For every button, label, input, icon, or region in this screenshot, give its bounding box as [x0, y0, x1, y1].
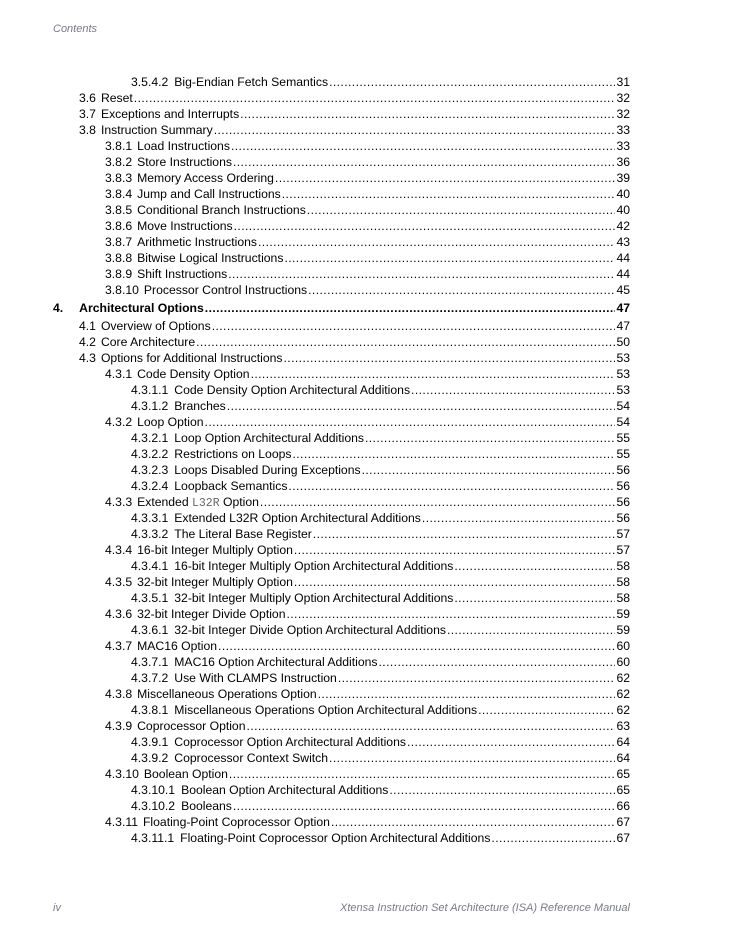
toc-entry-title-text: Jump and Call Instructions — [137, 187, 281, 201]
toc-entry-page: 32 — [616, 107, 630, 121]
toc-entry-title — [174, 526, 312, 542]
page-number: iv — [53, 902, 61, 914]
toc-entry[interactable] — [79, 90, 630, 106]
toc-entry[interactable] — [131, 590, 630, 606]
toc-entry-title — [101, 350, 283, 366]
toc-entry-page: 45 — [616, 283, 630, 297]
toc-entry-title-text: Store Instructions — [137, 155, 232, 169]
toc-entry-title — [137, 250, 283, 266]
toc-dot-leader — [454, 558, 615, 574]
toc-entry-title — [174, 446, 291, 462]
toc-entry-number: 4.3.3 — [105, 495, 133, 509]
toc-dot-leader — [294, 542, 615, 558]
toc-dot-leader — [240, 106, 615, 122]
toc-entry-number: 3.8.3 — [105, 171, 133, 185]
toc-entry-number: 4.3.10.2 — [131, 799, 176, 813]
toc-entry-number: 3.8.8 — [105, 251, 133, 265]
toc-entry[interactable] — [105, 250, 630, 266]
toc-entry-page: 59 — [616, 607, 630, 621]
toc-entry-title — [137, 138, 230, 154]
toc-entry[interactable] — [79, 106, 630, 122]
toc-entry[interactable] — [105, 686, 630, 702]
toc-entry-title-text: Memory Access Ordering — [137, 171, 274, 185]
toc-dot-leader — [233, 154, 615, 170]
toc-entry-title — [174, 510, 421, 526]
toc-entry[interactable] — [131, 398, 630, 414]
toc-entry-title-text: Exceptions and Interrupts — [100, 107, 240, 121]
toc-entry-title-text: MAC16 Option — [137, 639, 218, 653]
toc-entry-title-text: Loop Option Architectural Additions — [174, 431, 364, 445]
toc-entry-number: 4.3.2.2 — [131, 447, 169, 461]
toc-entry-page: 60 — [616, 639, 630, 653]
toc-dot-leader — [338, 670, 615, 686]
toc-entry-title-text: Extended L32R Option Architectural Additions — [174, 511, 421, 525]
toc-entry-page: 59 — [616, 623, 630, 637]
toc-entry-number: 4.3.5.1 — [131, 591, 169, 605]
toc-dot-leader — [228, 266, 615, 282]
toc-entry[interactable] — [105, 414, 630, 430]
toc-entry-number: 3.7 — [79, 107, 96, 121]
toc-dot-leader — [284, 250, 615, 266]
toc-entry-page: 36 — [616, 155, 630, 169]
toc-entry-title-text: 32-bit Integer Multiply Option — [137, 575, 293, 589]
toc-dot-leader — [231, 138, 615, 154]
toc-entry-title-text: Loops Disabled During Exceptions — [174, 463, 361, 477]
toc-entry-page: 40 — [616, 203, 630, 217]
toc-entry-title — [137, 606, 285, 622]
toc-entry-page: 57 — [616, 527, 630, 541]
toc-dot-leader — [329, 750, 615, 766]
toc-entry[interactable] — [105, 218, 630, 234]
toc-entry-page: 43 — [616, 235, 630, 249]
toc-entry-title — [137, 686, 317, 702]
toc-entry-number: 4.3.10.1 — [131, 783, 176, 797]
toc-entry-title — [144, 282, 307, 298]
toc-entry-number: 4.3.1.2 — [131, 399, 169, 413]
toc-entry-title-text: Reset — [100, 91, 133, 105]
toc-entry-code: L32R — [192, 497, 220, 510]
toc-entry[interactable] — [105, 814, 630, 830]
toc-entry-title-text: 32-bit Integer Divide Option Architectural Additions — [174, 623, 446, 637]
toc-entry-title — [174, 734, 406, 750]
toc-entry[interactable] — [105, 234, 630, 250]
toc-entry-title — [137, 542, 293, 558]
toc-entry-number: 4.3.10 — [105, 767, 139, 781]
toc-entry-page: 67 — [616, 815, 630, 829]
toc-entry[interactable] — [131, 734, 630, 750]
toc-entry-page: 32 — [616, 91, 630, 105]
toc-entry-title — [137, 186, 281, 202]
toc-chapter-entry[interactable] — [53, 300, 630, 316]
toc-entry[interactable] — [131, 782, 630, 798]
toc-entry-page: 44 — [616, 251, 630, 265]
toc-entry-title-text: Use With CLAMPS Instruction — [174, 671, 337, 685]
toc-entry-page: 60 — [616, 655, 630, 669]
toc-entry[interactable] — [105, 266, 630, 282]
toc-entry-title-text: Coprocessor Option — [137, 719, 246, 733]
toc-entry-number: 4.3.6.1 — [131, 623, 169, 637]
toc-entry-title — [143, 814, 330, 830]
toc-dot-leader — [233, 798, 615, 814]
toc-entry-title — [174, 654, 377, 670]
toc-dot-leader — [258, 234, 615, 250]
toc-entry[interactable] — [105, 494, 630, 510]
toc-dot-leader — [229, 766, 615, 782]
toc-entry-title — [137, 366, 249, 382]
toc-entry-title-text: Miscellaneous Operations Option Architectural Additions — [174, 703, 478, 717]
toc-entry-title — [137, 574, 293, 590]
toc-entry-title-text: 16-bit Integer Multiply Option — [137, 543, 293, 557]
toc-entry-title-text: Processor Control Instructions — [143, 283, 308, 297]
toc-entry-number: 3.8.9 — [105, 267, 133, 281]
toc-entry-page: 64 — [616, 751, 630, 765]
toc-entry-number: 4.3.2 — [105, 415, 133, 429]
toc-dot-leader — [260, 494, 615, 510]
toc-dot-leader — [212, 318, 615, 334]
toc-entry-title-text: Floating-Point Coprocessor Option Architectural Additions — [180, 831, 491, 845]
toc-entry-number: 4.3.2.3 — [131, 463, 169, 477]
toc-dot-leader — [218, 638, 615, 654]
toc-dot-leader — [329, 74, 615, 90]
toc-entry-title — [137, 170, 274, 186]
toc-entry-page: 42 — [616, 219, 630, 233]
toc-entry[interactable] — [105, 186, 630, 202]
toc-entry[interactable] — [105, 202, 630, 218]
toc-entry-title — [137, 638, 217, 654]
toc-entry[interactable] — [105, 606, 630, 622]
toc-entry-page: 67 — [616, 831, 630, 845]
toc-entry-page: 55 — [616, 431, 630, 445]
toc-entry-number: 3.8.6 — [105, 219, 133, 233]
toc-entry-title — [174, 74, 328, 90]
toc-entry-title — [101, 106, 239, 122]
toc-entry-title-text: MAC16 Option Architectural Additions — [174, 655, 378, 669]
toc-entry-title — [174, 462, 360, 478]
toc-entry[interactable] — [105, 282, 630, 298]
toc-entry-number: 3.8.4 — [105, 187, 133, 201]
toc-entry-page: 31 — [616, 75, 630, 89]
toc-entry-title — [137, 202, 306, 218]
toc-entry-number: 4.3.11 — [105, 815, 138, 829]
toc-entry-number: 3.8.7 — [105, 235, 133, 249]
toc-entry-number: 4.3.5 — [105, 575, 133, 589]
toc-entry[interactable] — [79, 334, 630, 350]
toc-entry[interactable] — [105, 574, 630, 590]
toc-entry-title-text: Instruction Summary — [100, 123, 213, 137]
toc-dot-leader — [307, 202, 615, 218]
toc-entry-page: 56 — [616, 463, 630, 477]
toc-entry-page: 39 — [616, 171, 630, 185]
toc-entry[interactable] — [131, 462, 630, 478]
toc-entry-title — [101, 318, 211, 334]
toc-entry-title — [174, 430, 364, 446]
toc-entry[interactable] — [131, 798, 630, 814]
toc-entry-title-text: Load Instructions — [137, 139, 230, 153]
toc-entry[interactable] — [105, 138, 630, 154]
toc-entry-title — [137, 266, 227, 282]
toc-entry-number: 4.3.4 — [105, 543, 133, 557]
toc-entry-page: 62 — [616, 687, 630, 701]
toc-entry-title-text: Coprocessor Option Architectural Additions — [174, 735, 406, 749]
toc-entry-title-text: Options for Additional Instructions — [100, 351, 283, 365]
toc-entry-page: 63 — [616, 719, 630, 733]
toc-entry-title-text: 32-bit Integer Multiply Option Architectural Additions — [174, 591, 454, 605]
toc-dot-leader — [205, 414, 615, 430]
toc-dot-leader — [292, 446, 615, 462]
toc-entry-title — [174, 590, 453, 606]
toc-entry-number: 4.3.1.1 — [131, 383, 169, 397]
toc-entry-title — [137, 154, 232, 170]
toc-entry-title — [144, 766, 228, 782]
toc-dot-leader — [286, 606, 615, 622]
toc-entry-title-text: Bitwise Logical Instructions — [137, 251, 284, 265]
toc-entry-title-text: Arithmetic Instructions — [137, 235, 257, 249]
toc-entry-title-text: Architectural Options — [79, 301, 204, 315]
toc-entry-number: 3.8 — [79, 123, 96, 137]
toc-entry-page: 64 — [616, 735, 630, 749]
toc-dot-leader — [294, 574, 615, 590]
toc-entry-title-text: Big-Endian Fetch Semantics — [174, 75, 329, 89]
toc-entry-number: 4.3.7.2 — [131, 671, 169, 685]
toc-dot-leader — [447, 622, 615, 638]
toc-entry-title-text: Shift Instructions — [137, 267, 228, 281]
toc-entry-title-text: Boolean Option — [143, 767, 228, 781]
toc-dot-leader — [313, 526, 615, 542]
toc-dot-leader — [362, 462, 615, 478]
toc-entry-number: 4.3.11.1 — [131, 831, 175, 845]
toc-entry-title-text: Code Density Option Architectural Additions — [174, 383, 411, 397]
toc-entry-title-text: Booleans — [181, 799, 232, 813]
toc-dot-leader — [275, 170, 615, 186]
toc-dot-leader — [422, 510, 615, 526]
toc-dot-leader — [491, 830, 615, 846]
toc-entry-number: 3.8.1 — [105, 139, 133, 153]
toc-entry-title — [174, 382, 410, 398]
toc-entry-page: 65 — [616, 783, 630, 797]
toc-dot-leader — [284, 350, 615, 366]
toc-entry-title-text: Code Density Option — [137, 367, 250, 381]
toc-dot-leader — [205, 300, 615, 316]
toc-dot-leader — [331, 814, 615, 830]
toc-entry[interactable] — [131, 830, 630, 846]
toc-entry-number: 4.3.6 — [105, 607, 133, 621]
toc-entry-title — [174, 750, 328, 766]
toc-entry-number: 4.2 — [79, 335, 96, 349]
toc-entry-title — [137, 718, 245, 734]
toc-entry-title — [101, 90, 133, 106]
toc-entry[interactable] — [131, 654, 630, 670]
toc-entry[interactable] — [105, 366, 630, 382]
toc-entry-title-text: 32-bit Integer Divide Option — [137, 607, 286, 621]
toc-entry-page: 44 — [616, 267, 630, 281]
toc-entry-page: 66 — [616, 799, 630, 813]
toc-entry-title — [101, 334, 195, 350]
toc-dot-leader — [282, 186, 615, 202]
toc-entry-title — [137, 218, 233, 234]
toc-entry[interactable] — [131, 430, 630, 446]
toc-entry-title — [79, 300, 204, 316]
toc-entry[interactable] — [131, 510, 630, 526]
toc-dot-leader — [227, 398, 615, 414]
toc-dot-leader — [389, 782, 615, 798]
toc-entry-title — [181, 798, 232, 814]
toc-entry-number: 4.3.9.1 — [131, 735, 169, 749]
toc-entry-number: 4.3.8.1 — [131, 703, 169, 717]
toc-entry-number: 3.5.4.2 — [131, 75, 169, 89]
toc-entry-number: 4.1 — [79, 319, 96, 333]
toc-dot-leader — [407, 734, 615, 750]
toc-entry[interactable] — [131, 670, 630, 686]
toc-entry-number: 4.3.7.1 — [131, 655, 169, 669]
toc-entry-page: 53 — [616, 351, 630, 365]
toc-entry-title — [101, 122, 213, 138]
toc-entry-title-text: Overview of Options — [100, 319, 211, 333]
toc-entry[interactable] — [131, 750, 630, 766]
toc-dot-leader — [196, 334, 615, 350]
toc-entry-number: 4.3.9 — [105, 719, 133, 733]
toc-entry-number: 4. — [53, 301, 64, 315]
toc-entry-title-text: The Literal Base Register — [174, 527, 312, 541]
toc-entry-page: 56 — [616, 511, 630, 525]
toc-entry[interactable] — [131, 526, 630, 542]
toc-entry[interactable] — [105, 638, 630, 654]
running-header: Contents — [53, 23, 98, 35]
toc-entry[interactable] — [79, 350, 630, 366]
toc-entry-number: 4.3.7 — [105, 639, 133, 653]
toc-entry-title-suffix: Option — [223, 495, 259, 509]
toc-entry-title-text: Core Architecture — [100, 335, 196, 349]
toc-entry-page: 54 — [616, 399, 630, 413]
toc-entry[interactable] — [131, 382, 630, 398]
toc-entry-page: 50 — [616, 335, 630, 349]
toc-entry-page: 62 — [616, 703, 630, 717]
toc-entry-number: 4.3 — [79, 351, 96, 365]
toc-entry-number: 4.3.8 — [105, 687, 133, 701]
toc-entry-title-text: Branches — [174, 399, 226, 413]
toc-entry[interactable] — [131, 558, 630, 574]
toc-entry-title — [181, 782, 388, 798]
toc-entry-page: 53 — [616, 367, 630, 381]
toc-entry-page: 53 — [616, 383, 630, 397]
toc-entry-title-text: Coprocessor Context Switch — [174, 751, 329, 765]
toc-dot-leader — [288, 478, 615, 494]
toc-entry[interactable] — [105, 766, 630, 782]
toc-entry-number: 3.8.2 — [105, 155, 133, 169]
toc-dot-leader — [478, 702, 615, 718]
toc-entry[interactable] — [105, 170, 630, 186]
toc-entry-page: 56 — [616, 479, 630, 493]
toc-entry-title-text: Restrictions on Loops — [174, 447, 292, 461]
toc-entry-number: 4.3.2.4 — [131, 479, 169, 493]
toc-entry-page: 33 — [616, 123, 630, 137]
toc-entry-title — [174, 398, 226, 414]
toc-entry[interactable] — [131, 446, 630, 462]
toc-entry-page: 33 — [616, 139, 630, 153]
toc-entry-title — [174, 670, 337, 686]
toc-entry[interactable] — [79, 122, 630, 138]
toc-entry[interactable] — [105, 154, 630, 170]
toc-entry-number: 4.3.1 — [105, 367, 133, 381]
toc-entry-title-text: Extended — [137, 495, 189, 509]
toc-dot-leader — [214, 122, 615, 138]
toc-entry-title — [174, 478, 287, 494]
toc-dot-leader — [379, 654, 615, 670]
toc-entry[interactable] — [131, 702, 630, 718]
toc-entry-title-text: Floating-Point Coprocessor Option — [142, 815, 330, 829]
toc-entry-page: 62 — [616, 671, 630, 685]
toc-entry[interactable] — [105, 718, 630, 734]
toc-entry-number: 3.6 — [79, 91, 96, 105]
toc-entry[interactable] — [131, 622, 630, 638]
toc-entry-title — [180, 830, 490, 846]
toc-dot-leader — [365, 430, 615, 446]
toc-dot-leader — [454, 590, 615, 606]
toc-entry-title-text: Loopback Semantics — [174, 479, 288, 493]
toc-entry-number: 4.3.3.1 — [131, 511, 169, 525]
manual-title: Xtensa Instruction Set Architecture (ISA) Reference Manual — [339, 902, 630, 914]
toc-entry-title-text: Boolean Option Architectural Additions — [181, 783, 389, 797]
toc-entry-title-text: 16-bit Integer Multiply Option Architectural Additions — [174, 559, 454, 573]
toc-dot-leader — [411, 382, 615, 398]
toc-entry-number: 3.8.10 — [105, 283, 139, 297]
toc-entry-number: 4.3.9.2 — [131, 751, 169, 765]
toc-dot-leader — [251, 366, 615, 382]
toc-entry-number: 4.3.2.1 — [131, 431, 169, 445]
toc-entry[interactable] — [79, 318, 630, 334]
toc-dot-leader — [234, 218, 615, 234]
toc-entry-page: 47 — [616, 319, 630, 333]
toc-entry-page: 55 — [616, 447, 630, 461]
toc-entry-page: 57 — [616, 543, 630, 557]
toc-entry-page: 56 — [616, 495, 630, 509]
toc-entry-page: 65 — [616, 767, 630, 781]
toc-dot-leader — [134, 90, 615, 106]
toc-entry-number: 3.8.5 — [105, 203, 133, 217]
toc-entry-page: 47 — [616, 301, 630, 315]
toc-entry-title — [174, 702, 477, 718]
toc-entry-title-text: Miscellaneous Operations Option — [137, 687, 317, 701]
toc-entry-page: 58 — [616, 591, 630, 605]
toc-entry-title — [174, 558, 453, 574]
toc-entry-page: 40 — [616, 187, 630, 201]
toc-entry-page: 54 — [616, 415, 630, 429]
toc-entry-number: 4.3.4.1 — [131, 559, 169, 573]
toc-entry-page: 58 — [616, 575, 630, 589]
toc-dot-leader — [308, 282, 615, 298]
toc-dot-leader — [318, 686, 615, 702]
toc-entry[interactable] — [131, 478, 630, 494]
toc-entry-title-text: Conditional Branch Instructions — [137, 203, 306, 217]
toc-entry-number: 4.3.3.2 — [131, 527, 169, 541]
toc-entry-title — [174, 622, 446, 638]
toc-dot-leader — [247, 718, 616, 734]
toc-entry-title — [137, 234, 257, 250]
toc-entry-title — [137, 414, 203, 430]
toc-entry-page: 58 — [616, 559, 630, 573]
toc-entry-title-text: Move Instructions — [137, 219, 233, 233]
toc-entry[interactable] — [105, 542, 630, 558]
toc-entry[interactable] — [131, 74, 630, 90]
toc-entry-title-text: Loop Option — [137, 415, 204, 429]
